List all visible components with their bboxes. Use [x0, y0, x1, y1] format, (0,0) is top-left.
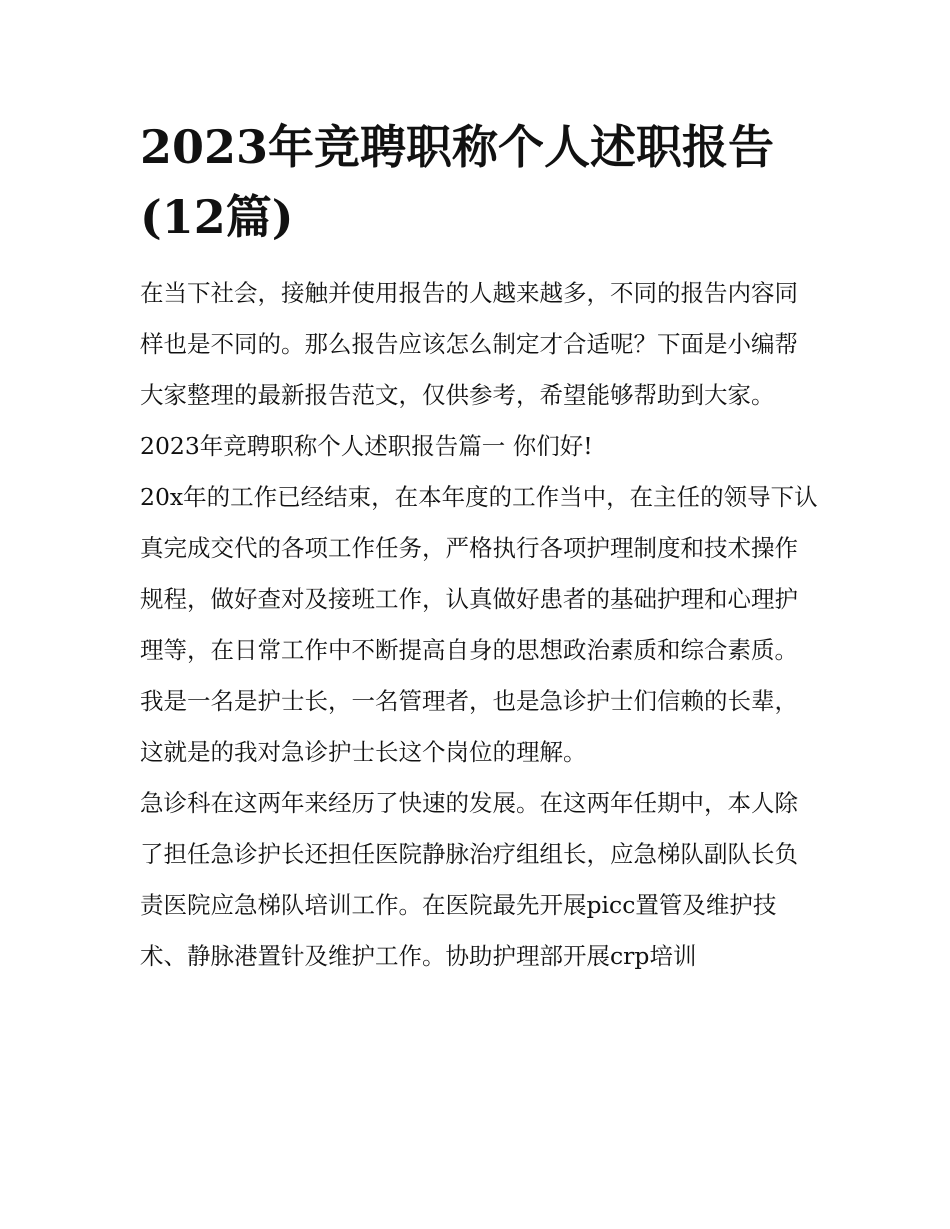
document-title: 2023年竞聘职称个人述职报告(12篇) [140, 120, 775, 244]
paragraph-work-summary: 20x年的工作已经结束，在本年度的工作当中，在主任的领导下认真完成交代的各项工作任务，严格执行各项护理制度和技术操作规程，做好查对及接班工作，认真做好患者的基础护理和心理护理等，在日常工作中不断提高自身的思想政治素质和综合素质。 [140, 483, 818, 664]
paragraph-development: 急诊科在这两年来经历了快速的发展。在这两年任期中，本人除了担任急诊护长还担任医院静脉治疗组组长，应急梯队副队长负责医院应急梯队培训工作。在医院最先开展picc置管及维护技术、静脉港置针及维护工作。协助护理部开展crp培训 [140, 789, 798, 970]
paragraph-intro: 在当下社会，接触并使用报告的人越来越多，不同的报告内容同样也是不同的。那么报告应该怎么制定才合适呢？下面是小编帮大家整理的最新报告范文，仅供参考，希望能够帮助到大家。 [140, 279, 798, 409]
paragraph-role: 我是一名是护士长，一名管理者，也是急诊护士们信赖的长辈，这就是的我对急诊护士长这个岗位的理解。 [140, 687, 798, 766]
paragraph-section-heading: 2023年竞聘职称个人述职报告篇一 你们好! [140, 432, 593, 460]
document-page [140, 112, 820, 982]
